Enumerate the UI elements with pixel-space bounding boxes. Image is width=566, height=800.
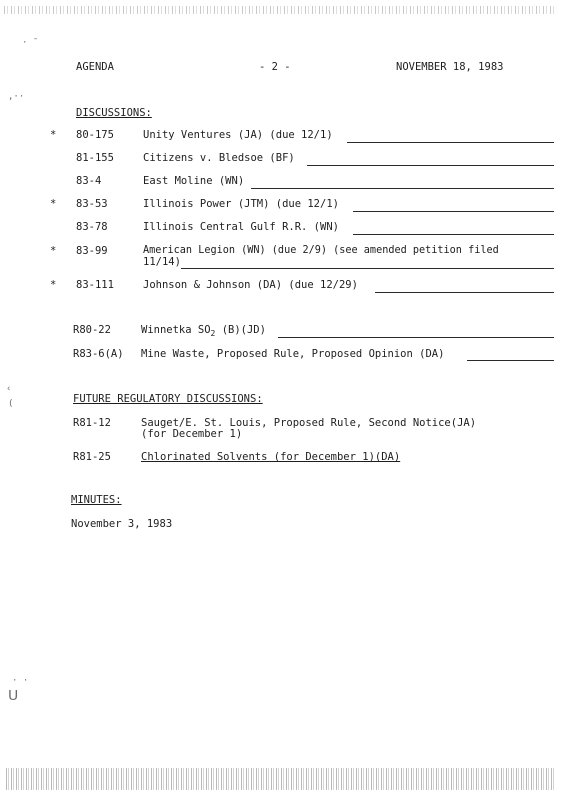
priority-star: *: [50, 198, 57, 210]
priority-star: *: [50, 129, 57, 141]
docket-number: R83-6(A): [73, 348, 124, 360]
agenda-item-text: Illinois Central Gulf R.R. (WN): [143, 221, 339, 233]
agenda-item-text-cont: 11/14): [143, 256, 181, 268]
fill-line: [353, 211, 554, 212]
agenda-item-text: Chlorinated Solvents (for December 1)(DA): [141, 451, 401, 463]
scan-noise-top: [4, 6, 556, 14]
agenda-item-text: Unity Ventures (JA) (due 12/1): [143, 129, 333, 141]
fill-line: [347, 142, 554, 143]
fill-line: [307, 165, 554, 166]
agenda-item-text: American Legion (WN) (due 2/9) (see amended petition filed: [143, 245, 499, 256]
agenda-item-text: Illinois Power (JTM) (due 12/1): [143, 198, 339, 210]
docket-number: R81-25: [73, 451, 111, 463]
page-number: - 2 -: [259, 61, 291, 73]
scan-noise-bottom: [6, 768, 556, 790]
agenda-item-text: Winnetka $SO_2$ (B)(JD): [141, 324, 266, 339]
future-heading: FUTURE REGULATORY DISCUSSIONS:: [73, 393, 263, 405]
fill-line: [353, 234, 554, 235]
agenda-item-text: East Moline (WN): [143, 175, 245, 187]
scan-speck: ᑌ: [8, 688, 19, 704]
fill-line: [181, 268, 554, 269]
scan-speck: · ˉ: [22, 38, 39, 48]
docket-number: 83-111: [76, 279, 114, 291]
docket-number: 81-155: [76, 152, 114, 164]
header-left: AGENDA: [76, 61, 114, 73]
docket-number: 83-53: [76, 198, 108, 210]
minutes-heading: MINUTES:: [71, 494, 122, 506]
docket-number: 83-4: [76, 175, 102, 187]
fill-line: [375, 292, 554, 293]
docket-number: R80-22: [73, 324, 111, 336]
priority-star: *: [50, 279, 57, 291]
docket-number: 83-99: [76, 245, 108, 257]
agenda-item-text: Mine Waste, Proposed Rule, Proposed Opinion (DA): [141, 348, 445, 360]
scan-speck: (: [8, 399, 14, 409]
discussions-heading: DISCUSSIONS:: [76, 107, 152, 119]
agenda-item-text: Johnson & Johnson (DA) (due 12/29): [143, 279, 358, 291]
docket-number: R81-12: [73, 417, 111, 429]
agenda-item-text: Sauget/E. St. Louis, Proposed Rule, Second Notice(JA): [141, 417, 477, 429]
fill-line: [278, 337, 554, 338]
docket-number: 83-78: [76, 221, 108, 233]
docket-number: 80-175: [76, 129, 114, 141]
agenda-item-text: Citizens v. Bledsoe (BF): [143, 152, 295, 164]
agenda-item-text-cont: (for December 1): [141, 428, 243, 440]
minutes-date: November 3, 1983: [71, 518, 173, 530]
scan-speck: ,··: [8, 92, 25, 102]
header-date: NOVEMBER 18, 1983: [396, 61, 504, 73]
fill-line: [251, 188, 554, 189]
scan-speck: · ·: [12, 676, 29, 686]
priority-star: *: [50, 245, 57, 257]
fill-line: [467, 360, 554, 361]
scan-speck: ‹: [6, 384, 12, 394]
